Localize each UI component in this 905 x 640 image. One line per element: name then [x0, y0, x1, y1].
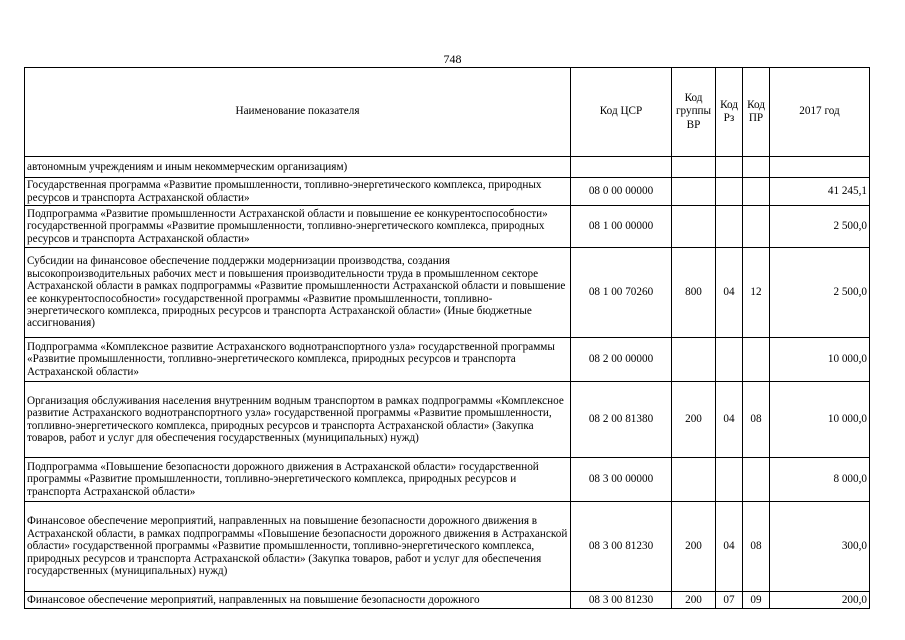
row-name: Подпрограмма «Повышение безопасности дорожного движения в Астраханской области» государственной программы «Развитие промышленности, топливно-энергетического комплекса, природных ресурсов и транспорта Астраханской области» [25, 458, 571, 502]
row-amount: 41 245,1 [770, 178, 870, 206]
row-pr: 09 [743, 592, 770, 609]
row-csr: 08 2 00 00000 [571, 338, 672, 382]
table-row [25, 458, 870, 502]
row-csr: 08 3 00 81230 [571, 592, 672, 609]
row-amount: 8 000,0 [770, 458, 870, 502]
row-pr [743, 157, 770, 178]
header-pr: Код ПР [743, 68, 770, 157]
row-name: Государственная программа «Развитие промышленности, топливно-энергетического комплекса, природных ресурсов и транспорта Астраханской области» [25, 178, 571, 206]
row-vr [672, 157, 716, 178]
row-rz [716, 206, 743, 248]
row-vr [672, 338, 716, 382]
row-vr [672, 178, 716, 206]
row-rz [716, 178, 743, 206]
row-csr: 08 3 00 81230 [571, 502, 672, 592]
row-name: Подпрограмма «Комплексное развитие Астраханского воднотранспортного узла» государственной программы «Развитие промышленности, топливно-энергетического комплекса, природных ресурсов и транспорта Астраханской области» [25, 338, 571, 382]
table-row [25, 592, 870, 609]
row-amount [770, 157, 870, 178]
row-csr: 08 0 00 00000 [571, 178, 672, 206]
row-rz [716, 157, 743, 178]
row-vr: 800 [672, 248, 716, 338]
header-csr: Код ЦСР [571, 68, 672, 157]
row-amount: 10 000,0 [770, 382, 870, 458]
table-row [25, 157, 870, 178]
row-csr: 08 3 00 00000 [571, 458, 672, 502]
row-pr: 08 [743, 502, 770, 592]
row-name: Организация обслуживания населения внутренним водным транспортом в рамках подпрограммы «Комплексное развитие Астраханского воднотранспортного узла» государственной программы «Развитие промышленности, топливно-энергетического комплекса, природных ресурсов и транспорта Астраханской области» (Закупка товаров, работ и услуг для обеспечения государственных (муниципальных) нужд) [25, 382, 571, 458]
row-csr: 08 1 00 70260 [571, 248, 672, 338]
row-rz: 04 [716, 248, 743, 338]
row-pr [743, 178, 770, 206]
row-vr [672, 206, 716, 248]
table-row [25, 338, 870, 382]
row-vr: 200 [672, 502, 716, 592]
row-pr [743, 458, 770, 502]
row-name: Субсидии на финансовое обеспечение поддержки модернизации производства, создания высокопроизводительных рабочих мест и повышения производительности труда в промышленном секторе Астраханской области в рамках подпрограммы «Развитие промышленности Астраханской области и повышение ее конкурентоспособности» государственной программы «Развитие промышленности, топливно-энергетического комплекса, природных ресурсов и транспорта Астраханской области» (Иные бюджетные ассигнования) [25, 248, 571, 338]
budget-table [24, 67, 870, 609]
row-pr: 08 [743, 382, 770, 458]
row-pr: 12 [743, 248, 770, 338]
row-csr: 08 1 00 00000 [571, 206, 672, 248]
row-csr: 08 2 00 81380 [571, 382, 672, 458]
row-csr [571, 157, 672, 178]
table-row [25, 382, 870, 458]
header-rz: Код Рз [716, 68, 743, 157]
header-vr: Код группы ВР [672, 68, 716, 157]
row-amount: 2 500,0 [770, 248, 870, 338]
row-vr [672, 458, 716, 502]
row-amount: 200,0 [770, 592, 870, 609]
row-pr [743, 338, 770, 382]
table-row [25, 178, 870, 206]
row-rz [716, 458, 743, 502]
row-pr [743, 206, 770, 248]
row-rz [716, 338, 743, 382]
row-rz: 04 [716, 502, 743, 592]
row-rz: 04 [716, 382, 743, 458]
header-name: Наименование показателя [25, 68, 571, 157]
row-amount: 300,0 [770, 502, 870, 592]
row-vr: 200 [672, 382, 716, 458]
header-year: 2017 год [770, 68, 870, 157]
table-row [25, 248, 870, 338]
row-name: автономным учреждениям и иным некоммерческим организациям) [25, 157, 571, 178]
table-row [25, 206, 870, 248]
row-vr: 200 [672, 592, 716, 609]
header-row [25, 68, 870, 157]
page-number: 748 [443, 52, 462, 66]
row-name: Подпрограмма «Развитие промышленности Астраханской области и повышение ее конкурентоспособности» государственной программы «Развитие промышленности, топливно-энергетического комплекса, природных ресурсов и транспорта Астраханской области» [25, 206, 571, 248]
row-amount: 2 500,0 [770, 206, 870, 248]
table-row [25, 502, 870, 592]
row-name: Финансовое обеспечение мероприятий, направленных на повышение безопасности дорожного движения в Астраханской области, в рамках подпрограммы «Повышение безопасности дорожного движения в Астраханской области» государственной программы «Развитие промышленности, топливно-энергетического комплекса, природных ресурсов и транспорта Астраханской области» (Закупка товаров, работ и услуг для обеспечения государственных (муниципальных) нужд) [25, 502, 571, 592]
row-amount: 10 000,0 [770, 338, 870, 382]
row-name: Финансовое обеспечение мероприятий, направленных на повышение безопасности дорожного [25, 592, 571, 609]
row-rz: 07 [716, 592, 743, 609]
